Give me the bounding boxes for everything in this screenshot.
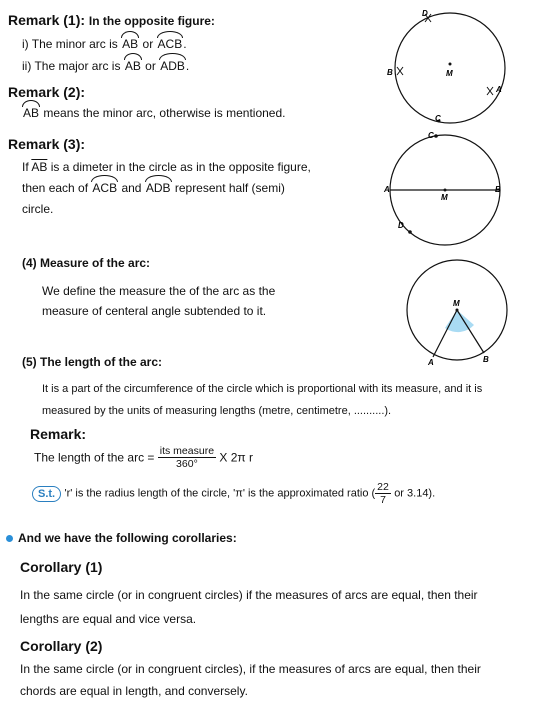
remark3-line3: circle. (22, 202, 54, 216)
corollary2-line2: chords are equal in length, and conversely. (20, 684, 248, 698)
remark3-line1: If $\overline{AB}$ is a dimeter in the circle as in the opposite figure, (22, 160, 311, 174)
bullet-icon (6, 535, 13, 542)
section5-line1: It is a part of the circumference of the circle which is proportional with its measure, and it is (42, 383, 483, 395)
arc-adb-label: ADB (160, 59, 185, 73)
remark1-line1: i) The minor arc is AB or ACB. (22, 37, 187, 51)
remark3-arc-acb: ACB (92, 181, 118, 195)
arc-acb-label: ACB (157, 37, 183, 51)
segment-ab-label: $\overline{AB}$ (31, 160, 48, 174)
fig2-label-a: A (384, 185, 390, 194)
section4-line1: We define the measure the of the arc as the (42, 284, 276, 298)
formula-fraction: $\frac{\text{its measure}}{360^\circ}$ (159, 445, 215, 470)
section4-title: (4) Measure of the arc: (22, 256, 151, 270)
corollary1-line1: In the same circle (or in congruent circles) if the measures of arcs are equal, then their (20, 588, 478, 602)
ratio-fraction: $\frac{22}{7}$ (377, 481, 389, 506)
figure-circle-1 (380, 8, 520, 128)
fig1-label-m: M (446, 69, 453, 78)
figure-circle-3 (400, 258, 524, 368)
remark2-arc-label: AB (23, 106, 40, 120)
figure-circle-2 (378, 128, 518, 250)
arc-ab-label-2: AB (124, 59, 141, 73)
remark3-title: Remark (3): (8, 136, 86, 152)
fig3-label-m: M (453, 299, 460, 308)
corollary1-line2: lengths are equal and vice versa. (20, 612, 197, 626)
fig2-label-c: C (428, 131, 434, 140)
corollary2-title: Corollary (2) (20, 638, 103, 654)
fig2-label-b: B (495, 185, 501, 194)
remark3-arc-adb: ADB (145, 181, 171, 195)
remark2-line: AB means the minor arc, otherwise is mentioned. (23, 106, 286, 120)
section5-line2: measured by the units of measuring lengths (metre, centimetre, ..........). (42, 405, 392, 417)
fig1-label-a: A (496, 85, 502, 94)
fig1-label-d: D (422, 9, 428, 18)
arc-length-formula: The length of the arc = $\frac{\text{its measure}}{360^\circ}$ X 2π r (34, 445, 254, 470)
fig3-label-b: B (483, 355, 489, 364)
section5-remark-title: Remark: (30, 426, 87, 442)
corollaries-intro: And we have the following corollaries: (6, 531, 237, 545)
remark1-title: Remark (1): In the opposite figure: (8, 12, 215, 28)
st-note: S.t. 'r' is the radius length of the circle, 'π' is the approximated ratio ( $\frac{22}{7}$ or 3.14). (32, 481, 435, 506)
remark3-line2: then each of ACB and ADB represent half (semi) (22, 181, 285, 195)
corollary2-line1: In the same circle (or in congruent circles), if the measures of arcs are equal, then their (20, 662, 481, 676)
remark1-subtitle: In the opposite figure: (88, 14, 215, 28)
st-badge: S.t. (32, 486, 61, 502)
fig2-label-d: D (398, 221, 404, 230)
fig1-label-c: C (435, 114, 441, 123)
fig3-label-a: A (428, 358, 434, 367)
section4-line2: measure of centeral angle subtended to it. (42, 304, 267, 318)
corollary1-title: Corollary (1) (20, 559, 103, 575)
section5-title: (5) The length of the arc: (22, 355, 163, 369)
fig1-label-b: B (387, 68, 393, 77)
remark1-line2: ii) The major arc is AB or ADB. (22, 59, 190, 73)
fig2-label-m: M (441, 193, 448, 202)
arc-ab-label: AB (122, 37, 139, 51)
remark2-title: Remark (2): (8, 84, 86, 100)
